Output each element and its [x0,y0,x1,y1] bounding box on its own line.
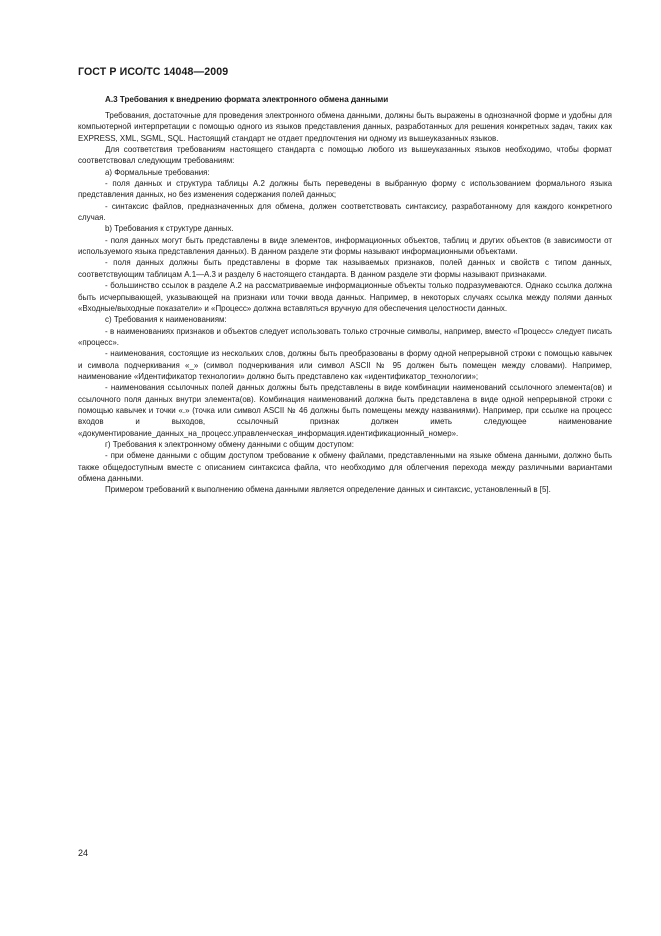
page-number: 24 [78,848,89,858]
list-item: - наименования ссылочных полей данных должны быть представлены в виде комбинации наименований ссылочного элемента(ов) и ссылочного поля данных внутри элемента(ов). Комбинация наименований должна быть представлена в виде одной непрерывной строки с помощью кавычек и точки «.» (точка или символ ASCII № 46 должны быть помещены между названиями). Например, при ссылке на процесс входов и выходов, ссылочный признак должен иметь следующее наименование «документирование_данных_на_процесс.управленческая_информация.идентификационный_номер». [78,383,612,438]
list-item: - поля данных должны быть представлены в форме так называемых признаков, полей данных и свойств с типом данных, соответствующим таблицам А.1—А.3 и разделу 6 настоящего стандарта. В данном разделе эти формы называют признаками. [78,258,612,279]
list-item: - поля данных могут быть представлены в виде элементов, информационных объектов, таблиц и других объектов (в зависимости от используемого языка представления данных). В данном разделе эти формы называют информационными объектами. [78,235,612,257]
list-item: - синтаксис файлов, предназначенных для обмена, должен соответствовать синтаксису, разработанному для каждого конкретного случая. [78,201,612,223]
document-header: ГОСТ Р ИСО/ТС 14048—2009 [78,66,229,78]
list-heading-a: а) Формальные требования: [105,167,210,177]
paragraph: Требования, достаточные для проведения электронного обмена данными, должны быть выражены в однозначной форме и удобны для компьютерной интерпретации с помощью одного из языков представления данных, разработанных для решения конкретных задач, таких как EXPRESS, XML, SGML, SQL. Настоящий стандарт не отдает предпочтения ни одному из вышеуказанных языков. [78,111,612,143]
section-body [78,110,612,496]
list-item: - поля данных и структура таблицы А.2 должны быть переведены в выбранную форму с использованием формального языка представления данных, но без изменения содержания полей данных; [78,179,612,200]
list-item: - при обмене данными с общим доступом требование к обмену файлами, представленными на языке обмена данными, должно быть также общедоступным вместе с описанием синтаксиса файла, что необходимо для облегчения перехода между различными вариантами обмена данными. [78,451,612,483]
paragraph: Для соответствия требованиям настоящего стандарта с помощью любого из вышеуказанных языков необходимо, чтобы формат соответствовал следующим требованиям: [78,145,612,166]
list-heading-c: c) Требования к наименованиям: [105,315,227,325]
list-heading-d: г) Требования к электронному обмену данными с общим доступом: [105,439,354,449]
section-title: А.3 Требования к внедрению формата электронного обмена данными [105,95,389,104]
paragraph: Примером требований к выполнению обмена данными является определение данных и синтаксис, установленный в [5]. [105,485,551,495]
list-item: - большинство ссылок в разделе А.2 на рассматриваемые информационные объекты только подразумеваются. Однако ссылка должна быть исчерпывающей, указывающей на признаки или точки ввода данных. Например, в некоторых случаях ссылка между полями данных «Входные/выходные показатели» и «Процесс» должна вставляться вручную для обеспечения целостности данных. [78,281,612,313]
list-item: - наименования, состоящие из нескольких слов, должны быть преобразованы в форму одной непрерывной строки с помощью кавычек и символа подчеркивания «_» (символ подчеркивания или символ ASCII № 95 должен быть помещен между словами). Например, наименование «Идентификатор технологии» должно быть представлено как «идентификатор_технологии»; [78,349,612,381]
list-item: - в наименованиях признаков и объектов следует использовать только строчные символы, например, вместо «Процесс» следует писать «процесс». [78,326,612,347]
list-heading-b: b) Требования к структуре данных. [105,224,234,234]
